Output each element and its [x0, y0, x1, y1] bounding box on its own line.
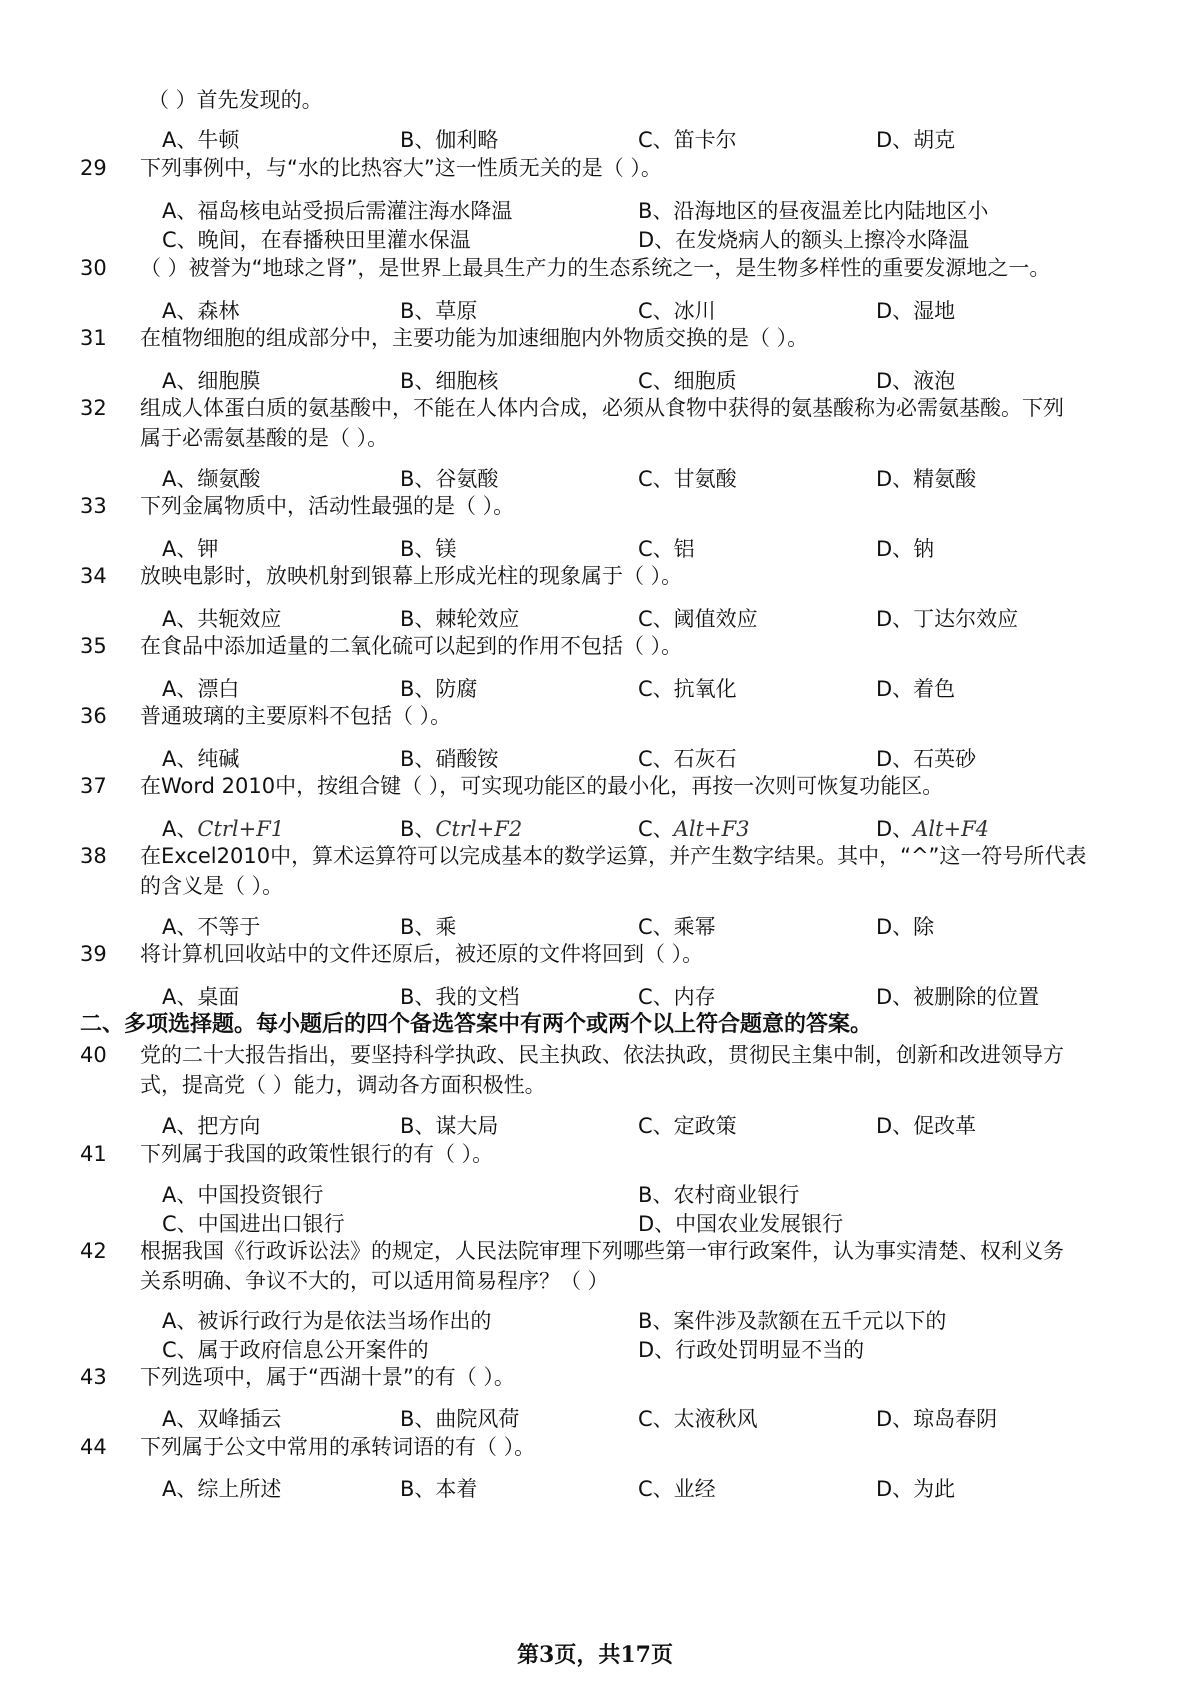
- q38-option-b: B、乘: [400, 915, 457, 939]
- q32-option-c: C、甘氨酸: [638, 467, 737, 491]
- q43-option-b: B、曲院风荷: [400, 1407, 520, 1431]
- page-number-footer: 第3页，共17页: [517, 1642, 673, 1668]
- question-number: 30: [80, 256, 107, 280]
- question-39-text: 将计算机回收站中的文件还原后，被还原的文件将回到（ ）。: [140, 942, 704, 966]
- q40-option-d: D、促改革: [876, 1114, 977, 1138]
- q33-option-b: B、镁: [400, 537, 457, 561]
- q28-option-a: A、牛顿: [162, 128, 240, 152]
- question-40-text-line1: 党的二十大报告指出，要坚持科学执政、民主执政、依法执政，贯彻民主集中制，创新和改进领导方: [140, 1043, 1064, 1067]
- q35-option-a: A、漂白: [162, 677, 240, 701]
- question-41-text: 下列属于我国的政策性银行的有（ ）。: [140, 1142, 494, 1166]
- q29-option-b: B、沿海地区的昼夜温差比内陆地区小: [638, 199, 989, 223]
- q28-option-d: D、胡克: [876, 128, 956, 152]
- q41-option-c: C、中国进出口银行: [162, 1212, 345, 1236]
- q33-option-a: A、钾: [162, 537, 219, 561]
- q40-option-c: C、定政策: [638, 1114, 737, 1138]
- q38-option-a: A、不等于: [162, 915, 261, 939]
- q30-option-b: B、草原: [400, 299, 478, 323]
- question-number: 35: [80, 634, 107, 658]
- q38-option-c: C、乘幂: [638, 915, 716, 939]
- q42-option-a: A、被诉行政行为是依法当场作出的: [162, 1309, 492, 1333]
- question-number: 31: [80, 326, 107, 350]
- q43-option-c: C、太液秋风: [638, 1407, 758, 1431]
- option-label: D、: [876, 817, 914, 841]
- question-number: 38: [80, 844, 107, 868]
- q32-option-b: B、谷氨酸: [400, 467, 499, 491]
- option-label: C、: [638, 817, 674, 841]
- question-33-text: 下列金属物质中，活动性最强的是（ ）。: [140, 494, 515, 518]
- question-32-text-line1: 组成人体蛋白质的氨基酸中，不能在人体内合成，必须从食物中获得的氨基酸称为必需氨基酸。下列: [140, 396, 1064, 420]
- question-37-text: 在Word 2010中，按组合键（ ），可实现功能区的最小化，再按一次则可恢复功能区。: [140, 774, 944, 798]
- q37-option-b: [400, 814, 522, 844]
- question-number: 33: [80, 494, 107, 518]
- question-number: 40: [80, 1043, 107, 1067]
- q42-option-b: B、案件涉及款额在五千元以下的: [638, 1309, 947, 1333]
- q31-option-c: C、细胞质: [638, 369, 737, 393]
- q44-option-d: D、为此: [876, 1477, 956, 1501]
- q40-option-b: B、谋大局: [400, 1114, 499, 1138]
- q29-option-c: C、晚间，在春播秧田里灌水保温: [162, 228, 471, 252]
- question-42-text-line2: 关系明确、争议不大的，可以适用简易程序？（ ）: [140, 1269, 609, 1293]
- question-number: 37: [80, 774, 107, 798]
- question-44-text: 下列属于公文中常用的承转词语的有（ ）。: [140, 1435, 536, 1459]
- key-combo: Ctrl+F1: [197, 817, 285, 841]
- q43-option-a: A、双峰插云: [162, 1407, 282, 1431]
- question-number: 41: [80, 1142, 107, 1166]
- q33-option-c: C、铝: [638, 537, 695, 561]
- q36-option-a: A、纯碱: [162, 747, 240, 771]
- q39-option-a: A、桌面: [162, 985, 240, 1009]
- q38-option-d: D、除: [876, 915, 935, 939]
- option-label: B、: [400, 817, 436, 841]
- q35-option-b: B、防腐: [400, 677, 478, 701]
- q44-option-a: A、综上所述: [162, 1477, 282, 1501]
- question-number: 29: [80, 156, 107, 180]
- q41-option-a: A、中国投资银行: [162, 1183, 324, 1207]
- q37-option-d: [876, 814, 989, 844]
- question-34-text: 放映电影时，放映机射到银幕上形成光柱的现象属于（ ）。: [140, 564, 683, 588]
- q37-option-a: [162, 814, 284, 844]
- question-32-text-line2: 属于必需氨基酸的是（ ）。: [140, 426, 389, 450]
- question-40-text-line2: 式，提高党（ ）能力，调动各方面积极性。: [140, 1073, 546, 1097]
- q35-option-d: D、着色: [876, 677, 956, 701]
- q29-option-d: D、在发烧病人的额头上擦冷水降温: [638, 228, 970, 252]
- q39-option-d: D、被删除的位置: [876, 985, 1040, 1009]
- q44-option-b: B、本着: [400, 1477, 478, 1501]
- question-35-text: 在食品中添加适量的二氧化硫可以起到的作用不包括（ ）。: [140, 634, 683, 658]
- question-number: 42: [80, 1239, 107, 1263]
- question-number: 39: [80, 942, 107, 966]
- question-43-text: 下列选项中，属于“西湖十景”的有（ ）。: [140, 1365, 515, 1389]
- q30-option-d: D、湿地: [876, 299, 956, 323]
- question-38-text-line1: 在Excel2010中，算术运算符可以完成基本的数学运算，并产生数字结果。其中，“^”这一符号所代表: [140, 844, 1087, 868]
- q34-option-a: A、共轭效应: [162, 607, 282, 631]
- question-36-text: 普通玻璃的主要原料不包括（ ）。: [140, 704, 452, 728]
- option-label: A、: [162, 817, 198, 841]
- q42-option-d: D、行政处罚明显不当的: [638, 1338, 865, 1362]
- q31-option-a: A、细胞膜: [162, 369, 261, 393]
- q40-option-a: A、把方向: [162, 1114, 261, 1138]
- question-number: 36: [80, 704, 107, 728]
- q34-option-b: B、棘轮效应: [400, 607, 520, 631]
- q39-option-c: C、内存: [638, 985, 716, 1009]
- question-28-continuation: （ ）首先发现的。: [148, 88, 323, 112]
- q41-option-d: D、中国农业发展银行: [638, 1212, 844, 1236]
- q44-option-c: C、业经: [638, 1477, 716, 1501]
- key-combo: Alt+F4: [913, 817, 990, 841]
- q35-option-c: C、抗氧化: [638, 677, 737, 701]
- q29-option-a: A、福岛核电站受损后需灌注海水降温: [162, 199, 513, 223]
- q30-option-a: A、森林: [162, 299, 240, 323]
- q34-option-d: D、丁达尔效应: [876, 607, 1019, 631]
- q36-option-b: B、硝酸铵: [400, 747, 499, 771]
- question-number: 34: [80, 564, 107, 588]
- question-38-text-line2: 的含义是（ ）。: [140, 874, 284, 898]
- q43-option-d: D、琼岛春阴: [876, 1407, 998, 1431]
- q36-option-c: C、石灰石: [638, 747, 737, 771]
- question-number: 43: [80, 1365, 107, 1389]
- q32-option-d: D、精氨酸: [876, 467, 977, 491]
- q28-option-b: B、伽利略: [400, 128, 499, 152]
- q31-option-d: D、液泡: [876, 369, 956, 393]
- q32-option-a: A、缬氨酸: [162, 467, 261, 491]
- question-42-text-line1: 根据我国《行政诉讼法》的规定，人民法院审理下列哪些第一审行政案件，认为事实清楚、权利义务: [140, 1239, 1064, 1263]
- question-number: 32: [80, 396, 107, 420]
- q41-option-b: B、农村商业银行: [638, 1183, 800, 1207]
- q36-option-d: D、石英砂: [876, 747, 977, 771]
- question-29-text: 下列事例中，与“水的比热容大”这一性质无关的是（ ）。: [140, 156, 662, 180]
- q33-option-d: D、钠: [876, 537, 935, 561]
- question-30-text: （ ）被誉为“地球之肾”，是世界上最具生产力的生态系统之一，是生物多样性的重要发源地之一。: [140, 256, 1051, 280]
- q30-option-c: C、冰川: [638, 299, 716, 323]
- key-combo: Ctrl+F2: [435, 817, 523, 841]
- q39-option-b: B、我的文档: [400, 985, 520, 1009]
- section-heading-multiple-choice: 二、多项选择题。每小题后的四个备选答案中有两个或两个以上符合题意的答案。: [80, 1012, 873, 1037]
- q34-option-c: C、阈值效应: [638, 607, 758, 631]
- q28-option-c: C、笛卡尔: [638, 128, 737, 152]
- q42-option-c: C、属于政府信息公开案件的: [162, 1338, 429, 1362]
- question-31-text: 在植物细胞的组成部分中，主要功能为加速细胞内外物质交换的是（ ）。: [140, 326, 809, 350]
- question-number: 44: [80, 1435, 107, 1459]
- key-combo: Alt+F3: [673, 817, 750, 841]
- q37-option-c: [638, 814, 750, 844]
- q31-option-b: B、细胞核: [400, 369, 499, 393]
